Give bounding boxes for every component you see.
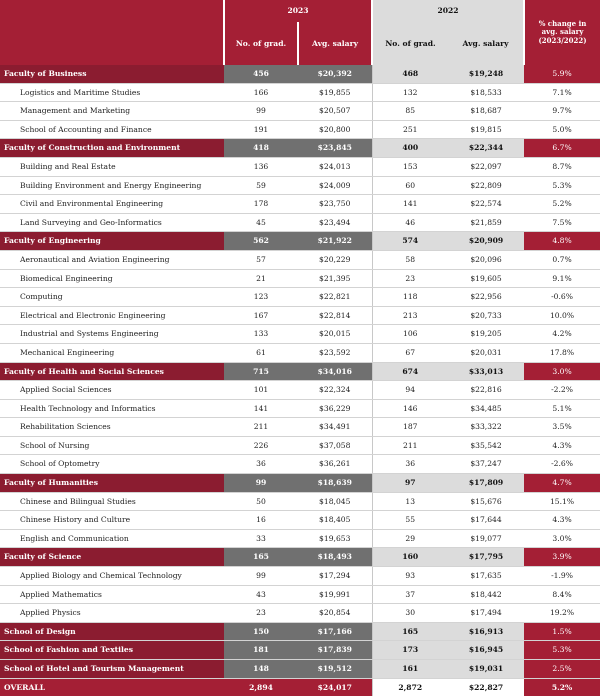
grad-count-2022: 30 (372, 604, 448, 623)
department-row (0, 250, 600, 269)
grad-count-2023: 36 (224, 455, 298, 474)
avg-salary-2022: $22,827 (448, 678, 524, 696)
pct-change: 5.1% (524, 399, 600, 418)
department-row (0, 604, 600, 623)
grad-count-2022: 36 (372, 455, 448, 474)
grad-count-2022: 400 (372, 139, 448, 158)
pct-change: 4.3% (524, 436, 600, 455)
row-name: Faculty of Health and Social Sciences (0, 362, 224, 381)
avg-salary-2023: $22,814 (298, 306, 372, 325)
avg-salary-2023: $17,839 (298, 641, 372, 660)
pct-change: 5.2% (524, 678, 600, 696)
grad-count-2023: 59 (224, 176, 298, 195)
grad-count-2023: 45 (224, 213, 298, 232)
avg-salary-2022: $16,945 (448, 641, 524, 660)
pct-change: 4.8% (524, 232, 600, 251)
avg-salary-2022: $18,533 (448, 83, 524, 102)
pct-change: 3.5% (524, 418, 600, 437)
grad-count-2023: 141 (224, 399, 298, 418)
avg-salary-2023: $34,491 (298, 418, 372, 437)
grad-count-2022: 251 (372, 120, 448, 139)
avg-salary-2022: $22,097 (448, 157, 524, 176)
avg-salary-2022: $17,809 (448, 474, 524, 493)
avg-salary-2023: $20,800 (298, 120, 372, 139)
avg-salary-2022: $20,031 (448, 343, 524, 362)
avg-salary-2023: $24,017 (298, 678, 372, 696)
grad-count-2023: 57 (224, 250, 298, 269)
department-row (0, 511, 600, 530)
grad-count-2022: 160 (372, 548, 448, 567)
grad-count-2022: 468 (372, 65, 448, 83)
avg-salary-2022: $35,542 (448, 436, 524, 455)
row-name: Building and Real Estate (0, 157, 224, 176)
pct-change: -1.9% (524, 567, 600, 586)
department-row (0, 102, 600, 121)
grad-count-2022: 132 (372, 83, 448, 102)
avg-salary-2022: $20,733 (448, 306, 524, 325)
grad-count-2022: 674 (372, 362, 448, 381)
department-row (0, 288, 600, 307)
avg-salary-2022: $17,795 (448, 548, 524, 567)
avg-salary-2022: $22,574 (448, 195, 524, 214)
avg-salary-2023: $20,392 (298, 65, 372, 83)
grad-count-2023: 43 (224, 585, 298, 604)
avg-salary-2023: $18,405 (298, 511, 372, 530)
pct-change: 4.2% (524, 325, 600, 344)
pct-change-header-line1: % change in (538, 19, 587, 29)
avg-salary-2022: $19,605 (448, 269, 524, 288)
grad-count-2023: 16 (224, 511, 298, 530)
row-name: Management and Marketing (0, 102, 224, 121)
department-row (0, 585, 600, 604)
pct-change: 4.7% (524, 474, 600, 493)
pct-change: 2.5% (524, 660, 600, 679)
department-row (0, 306, 600, 325)
grad-count-2022: 13 (372, 492, 448, 511)
avg-salary-2023: $17,294 (298, 567, 372, 586)
grad-count-2023: 165 (224, 548, 298, 567)
grad-count-2022: 211 (372, 436, 448, 455)
pct-change: -0.6% (524, 288, 600, 307)
row-name: Biomedical Engineering (0, 269, 224, 288)
faculty-row (0, 232, 600, 251)
grad-count-2023: 23 (224, 604, 298, 623)
grad-count-2023: 166 (224, 83, 298, 102)
row-name: School of Accounting and Finance (0, 120, 224, 139)
row-name: Land Surveying and Geo-Informatics (0, 213, 224, 232)
pct-change: 0.7% (524, 250, 600, 269)
avg-salary-2022: $17,644 (448, 511, 524, 530)
avg-salary-2022: $19,248 (448, 65, 524, 83)
grad-count-2023: 33 (224, 529, 298, 548)
department-row (0, 455, 600, 474)
row-name: Industrial and Systems Engineering (0, 325, 224, 344)
avg-salary-2022: $21,859 (448, 213, 524, 232)
avg-salary-2022: $17,635 (448, 567, 524, 586)
pct-change: 5.3% (524, 176, 600, 195)
grad-count-2023: 2,894 (224, 678, 298, 696)
pct-change: 4.3% (524, 511, 600, 530)
department-row (0, 381, 600, 400)
grad-count-2022: 97 (372, 474, 448, 493)
grad-count-2022: 213 (372, 306, 448, 325)
avg-salary-2022: $19,815 (448, 120, 524, 139)
pct-change: 7.5% (524, 213, 600, 232)
grad-count-2022: 187 (372, 418, 448, 437)
row-name: Applied Social Sciences (0, 381, 224, 400)
avg-salary-2022: $17,494 (448, 604, 524, 623)
pct-change: 1.5% (524, 622, 600, 641)
grad-count-2023: 99 (224, 474, 298, 493)
department-row (0, 176, 600, 195)
grad-count-2022: 93 (372, 567, 448, 586)
pct-change: 3.0% (524, 529, 600, 548)
pct-change: -2.2% (524, 381, 600, 400)
avg-salary-2023: $17,166 (298, 622, 372, 641)
department-row (0, 269, 600, 288)
avg-salary-2023: $36,229 (298, 399, 372, 418)
faculty-row (0, 65, 600, 83)
avg-salary-2022: $34,485 (448, 399, 524, 418)
grad-count-2022: 106 (372, 325, 448, 344)
grad-count-2023: 191 (224, 120, 298, 139)
row-name: School of Optometry (0, 455, 224, 474)
department-row (0, 325, 600, 344)
avg-salary-2023: $24,013 (298, 157, 372, 176)
faculty-row (0, 548, 600, 567)
avg-salary-2023: $24,009 (298, 176, 372, 195)
pct-change: 5.3% (524, 641, 600, 660)
row-name: Applied Biology and Chemical Technology (0, 567, 224, 586)
grad-count-2023: 133 (224, 325, 298, 344)
avg-salary-2022: $22,809 (448, 176, 524, 195)
row-name: Civil and Environmental Engineering (0, 195, 224, 214)
year-2022-header: 2022 (372, 0, 524, 22)
avg-salary-2022: $37,247 (448, 455, 524, 474)
row-name: School of Design (0, 622, 224, 641)
avg-salary-2023: $18,045 (298, 492, 372, 511)
row-name: Aeronautical and Aviation Engineering (0, 250, 224, 269)
grad-count-2022: 29 (372, 529, 448, 548)
avg-salary-2023: $23,592 (298, 343, 372, 362)
pct-change: 19.2% (524, 604, 600, 623)
avg-salary-2023: $19,512 (298, 660, 372, 679)
pct-change: 5.2% (524, 195, 600, 214)
grad-count-2023: 61 (224, 343, 298, 362)
faculty-row (0, 622, 600, 641)
grad-count-2022: 94 (372, 381, 448, 400)
grad-count-2022: 146 (372, 399, 448, 418)
avg-salary-2023: $19,991 (298, 585, 372, 604)
grad-count-2022: 60 (372, 176, 448, 195)
department-row (0, 529, 600, 548)
grad-count-2022: 161 (372, 660, 448, 679)
grad-count-2022: 153 (372, 157, 448, 176)
avg-salary-2023: $23,494 (298, 213, 372, 232)
pct-change: 3.0% (524, 362, 600, 381)
row-name: Faculty of Humanities (0, 474, 224, 493)
avg-salary-2022: $16,913 (448, 622, 524, 641)
avg-salary-2022: $15,676 (448, 492, 524, 511)
row-name: Mechanical Engineering (0, 343, 224, 362)
avg-salary-2023: $36,261 (298, 455, 372, 474)
department-row (0, 120, 600, 139)
grad-count-2023: 99 (224, 102, 298, 121)
pct-change-header-line2: avg. salary (541, 27, 584, 37)
avg-salary-2023-header: Avg. salary (298, 22, 372, 65)
row-name: Applied Mathematics (0, 585, 224, 604)
grad-count-2023: 136 (224, 157, 298, 176)
avg-salary-2022: $22,344 (448, 139, 524, 158)
avg-salary-2023: $34,016 (298, 362, 372, 381)
pct-change: 8.4% (524, 585, 600, 604)
pct-change: 8.7% (524, 157, 600, 176)
avg-salary-2023: $20,507 (298, 102, 372, 121)
department-row (0, 195, 600, 214)
grad-count-2022: 141 (372, 195, 448, 214)
pct-change: 10.0% (524, 306, 600, 325)
pct-change: 7.1% (524, 83, 600, 102)
department-row (0, 492, 600, 511)
avg-salary-2022: $22,816 (448, 381, 524, 400)
grad-count-2023: 715 (224, 362, 298, 381)
pct-change: -2.6% (524, 455, 600, 474)
avg-salary-2023: $18,493 (298, 548, 372, 567)
grad-count-2023: 226 (224, 436, 298, 455)
grad-count-2023: 418 (224, 139, 298, 158)
grad-count-2023: 562 (224, 232, 298, 251)
grad-count-2022: 574 (372, 232, 448, 251)
department-row (0, 567, 600, 586)
grad-count-2022: 55 (372, 511, 448, 530)
grad-count-2022: 67 (372, 343, 448, 362)
department-row (0, 418, 600, 437)
grad-count-2023: 148 (224, 660, 298, 679)
avg-salary-2023: $23,845 (298, 139, 372, 158)
avg-salary-2023: $19,855 (298, 83, 372, 102)
grad-count-2023: 99 (224, 567, 298, 586)
avg-salary-2023: $19,653 (298, 529, 372, 548)
pct-change-header-line3: (2023/2022) (538, 35, 587, 45)
grad-count-2022: 58 (372, 250, 448, 269)
pct-change: 5.0% (524, 120, 600, 139)
grad-count-2023: 150 (224, 622, 298, 641)
pct-change: 9.1% (524, 269, 600, 288)
avg-salary-2022: $20,096 (448, 250, 524, 269)
department-row (0, 436, 600, 455)
avg-salary-2022: $20,909 (448, 232, 524, 251)
faculty-row (0, 362, 600, 381)
grad-count-2023: 101 (224, 381, 298, 400)
avg-salary-2023: $20,854 (298, 604, 372, 623)
department-row (0, 213, 600, 232)
overall-row (0, 678, 600, 696)
avg-salary-2022: $19,205 (448, 325, 524, 344)
grad-count-2023: 181 (224, 641, 298, 660)
grad-count-2023: 50 (224, 492, 298, 511)
row-name: Applied Physics (0, 604, 224, 623)
avg-salary-2023: $20,015 (298, 325, 372, 344)
avg-salary-2022: $19,077 (448, 529, 524, 548)
avg-salary-2023: $18,639 (298, 474, 372, 493)
num-grad-2023-header: No. of grad. (224, 22, 298, 65)
grad-count-2022: 165 (372, 622, 448, 641)
row-name: Logistics and Maritime Studies (0, 83, 224, 102)
grad-count-2022: 37 (372, 585, 448, 604)
faculty-row (0, 660, 600, 679)
avg-salary-2022: $33,322 (448, 418, 524, 437)
grad-count-2023: 456 (224, 65, 298, 83)
pct-change: 9.7% (524, 102, 600, 121)
avg-salary-2022: $33,013 (448, 362, 524, 381)
grad-count-2022: 2,872 (372, 678, 448, 696)
avg-salary-2023: $21,922 (298, 232, 372, 251)
grad-count-2022: 118 (372, 288, 448, 307)
row-name: Building Environment and Energy Engineering (0, 176, 224, 195)
row-name: English and Communication (0, 529, 224, 548)
avg-salary-2023: $37,058 (298, 436, 372, 455)
avg-salary-2022: $18,442 (448, 585, 524, 604)
pct-change-header (524, 0, 600, 65)
table-body (0, 65, 600, 696)
grad-count-2022: 46 (372, 213, 448, 232)
faculty-row (0, 641, 600, 660)
row-name: Faculty of Business (0, 65, 224, 83)
header-corner-lower (0, 22, 224, 65)
header-corner (0, 0, 224, 22)
row-name: Chinese History and Culture (0, 511, 224, 530)
row-name: Faculty of Engineering (0, 232, 224, 251)
row-name: School of Hotel and Tourism Management (0, 660, 224, 679)
row-name: School of Fashion and Textiles (0, 641, 224, 660)
avg-salary-2022: $22,956 (448, 288, 524, 307)
avg-salary-2022: $19,031 (448, 660, 524, 679)
pct-change: 6.7% (524, 139, 600, 158)
row-name: Rehabilitation Sciences (0, 418, 224, 437)
avg-salary-2023: $20,229 (298, 250, 372, 269)
year-2023-header: 2023 (224, 0, 372, 22)
grad-count-2023: 21 (224, 269, 298, 288)
row-name: Computing (0, 288, 224, 307)
grad-count-2023: 178 (224, 195, 298, 214)
row-name: Faculty of Construction and Environment (0, 139, 224, 158)
avg-salary-2022: $18,687 (448, 102, 524, 121)
pct-change: 5.9% (524, 65, 600, 83)
avg-salary-2023: $21,395 (298, 269, 372, 288)
row-name: Faculty of Science (0, 548, 224, 567)
avg-salary-2022-header: Avg. salary (448, 22, 524, 65)
avg-salary-2023: $22,324 (298, 381, 372, 400)
department-row (0, 343, 600, 362)
row-name: OVERALL (0, 678, 224, 696)
grad-count-2023: 211 (224, 418, 298, 437)
pct-change: 3.9% (524, 548, 600, 567)
grad-count-2022: 85 (372, 102, 448, 121)
row-name: School of Nursing (0, 436, 224, 455)
department-row (0, 83, 600, 102)
faculty-row (0, 474, 600, 493)
num-grad-2022-header: No. of grad. (372, 22, 448, 65)
department-row (0, 399, 600, 418)
avg-salary-2023: $23,750 (298, 195, 372, 214)
row-name: Electrical and Electronic Engineering (0, 306, 224, 325)
grad-count-2022: 173 (372, 641, 448, 660)
pct-change: 15.1% (524, 492, 600, 511)
department-row (0, 157, 600, 176)
grad-count-2023: 123 (224, 288, 298, 307)
pct-change: 17.8% (524, 343, 600, 362)
grad-count-2022: 23 (372, 269, 448, 288)
avg-salary-2023: $22,821 (298, 288, 372, 307)
grad-count-2023: 167 (224, 306, 298, 325)
faculty-row (0, 139, 600, 158)
row-name: Health Technology and Informatics (0, 399, 224, 418)
row-name: Chinese and Bilingual Studies (0, 492, 224, 511)
